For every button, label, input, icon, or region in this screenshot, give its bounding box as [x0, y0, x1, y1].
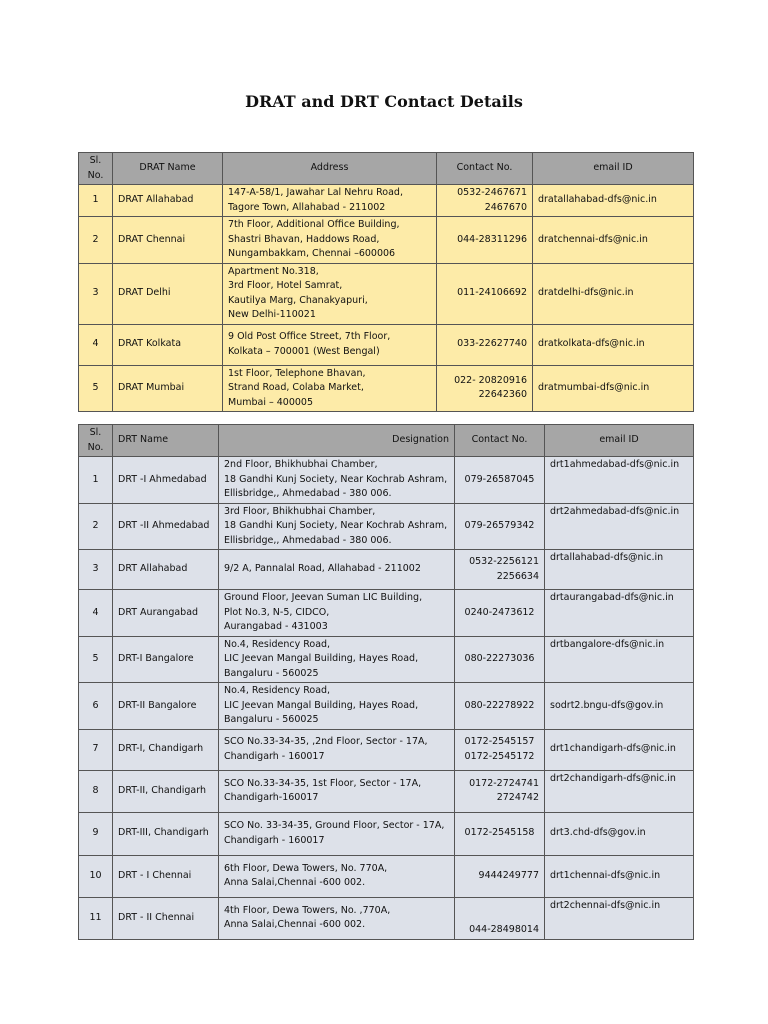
address-cell: 6th Floor, Dewa Towers, No. 770A, Anna Salai,Chennai -600 002.	[219, 855, 455, 897]
column-header-email-id: email ID	[545, 425, 694, 457]
email-cell: drt2chandigarh-dfs@nic.in	[545, 770, 694, 812]
address-cell: 147-A-58/1, Jawahar Lal Nehru Road, Tagore Town, Allahabad - 211002	[223, 185, 437, 217]
sl-no-cell: 3	[79, 263, 113, 324]
address-cell: Apartment No.318, 3rd Floor, Hotel Samrat, Kautilya Marg, Chanakyapuri, New Delhi-110021	[223, 263, 437, 324]
contact-cell: 0240-2473612	[455, 590, 545, 637]
address-cell: 9/2 A, Pannalal Road, Allahabad - 211002	[219, 550, 455, 590]
table-row	[79, 636, 694, 683]
table-row	[79, 729, 694, 770]
table-row	[79, 324, 694, 365]
table-row	[79, 503, 694, 550]
sl-no-cell: 10	[79, 855, 113, 897]
contact-cell: 044-28311296	[437, 217, 533, 264]
sl-no-cell: 7	[79, 729, 113, 770]
table-row	[79, 217, 694, 264]
contact-cell: 080-22278922	[455, 683, 545, 730]
sl-no-cell: 5	[79, 365, 113, 412]
address-cell: 3rd Floor, Bhikhubhai Chamber, 18 Gandhi Kunj Society, Near Kochrab Ashram, Ellisbridge,, Ahmedabad - 380 006.	[219, 503, 455, 550]
contact-cell: 9444249777	[455, 855, 545, 897]
address-cell: Ground Floor, Jeevan Suman LIC Building, Plot No.3, N-5, CIDCO, Aurangabad - 431003	[219, 590, 455, 637]
table-row	[79, 897, 694, 939]
name-cell: DRAT Kolkata	[113, 324, 223, 365]
column-header-drt-name: DRT Name	[113, 425, 219, 457]
column-header-contact-no: Contact No.	[455, 425, 545, 457]
contact-cell: 079-26587045	[455, 457, 545, 504]
email-cell: drt2chennai-dfs@nic.in	[545, 897, 694, 939]
email-cell: drt1chandigarh-dfs@nic.in	[545, 729, 694, 770]
address-cell: 1st Floor, Telephone Bhavan, Strand Road, Colaba Market, Mumbai – 400005	[223, 365, 437, 412]
sl-no-cell: 1	[79, 185, 113, 217]
email-cell: drtbangalore-dfs@nic.in	[545, 636, 694, 683]
drat-contact-table	[78, 152, 694, 412]
contact-cell: 011-24106692	[437, 263, 533, 324]
email-cell: sodrt2.bngu-dfs@gov.in	[545, 683, 694, 730]
name-cell: DRT-I, Chandigarh	[113, 729, 219, 770]
contact-cell: 0532-2256121 2256634	[455, 550, 545, 590]
table-row	[79, 590, 694, 637]
table-row	[79, 550, 694, 590]
drt-contact-table	[78, 424, 694, 940]
email-cell: dratmumbai-dfs@nic.in	[533, 365, 694, 412]
contact-cell: 033-22627740	[437, 324, 533, 365]
address-cell: 9 Old Post Office Street, 7th Floor, Kolkata – 700001 (West Bengal)	[223, 324, 437, 365]
email-cell: dratdelhi-dfs@nic.in	[533, 263, 694, 324]
contact-cell: 0172-2545158	[455, 812, 545, 855]
email-cell: drt1chennai-dfs@nic.in	[545, 855, 694, 897]
email-cell: drtallahabad-dfs@nic.in	[545, 550, 694, 590]
address-cell: SCO No.33-34-35, ,2nd Floor, Sector - 17A, Chandigarh - 160017	[219, 729, 455, 770]
column-header-sl-no: Sl. No.	[79, 153, 113, 185]
name-cell: DRAT Chennai	[113, 217, 223, 264]
name-cell: DRT -I Ahmedabad	[113, 457, 219, 504]
table-header-row	[79, 425, 694, 457]
name-cell: DRT-II Bangalore	[113, 683, 219, 730]
address-cell: SCO No. 33-34-35, Ground Floor, Sector - 17A, Chandigarh - 160017	[219, 812, 455, 855]
name-cell: DRT - I Chennai	[113, 855, 219, 897]
sl-no-cell: 2	[79, 217, 113, 264]
sl-no-cell: 6	[79, 683, 113, 730]
table-row	[79, 263, 694, 324]
name-cell: DRAT Allahabad	[113, 185, 223, 217]
table-row	[79, 855, 694, 897]
table-row	[79, 770, 694, 812]
contact-cell: 079-26579342	[455, 503, 545, 550]
column-header-designation: Designation	[219, 425, 455, 457]
name-cell: DRAT Mumbai	[113, 365, 223, 412]
contact-cell: 022- 20820916 22642360	[437, 365, 533, 412]
sl-no-cell: 5	[79, 636, 113, 683]
email-cell: drtaurangabad-dfs@nic.in	[545, 590, 694, 637]
column-header-sl-no: Sl. No.	[79, 425, 113, 457]
table-row	[79, 185, 694, 217]
contact-cell: 0172-2724741 2724742	[455, 770, 545, 812]
address-cell: No.4, Residency Road, LIC Jeevan Mangal Building, Hayes Road, Bangaluru - 560025	[219, 636, 455, 683]
email-cell: drt1ahmedabad-dfs@nic.in	[545, 457, 694, 504]
address-cell: No.4, Residency Road, LIC Jeevan Mangal Building, Hayes Road, Bangaluru - 560025	[219, 683, 455, 730]
email-cell: dratallahabad-dfs@nic.in	[533, 185, 694, 217]
sl-no-cell: 3	[79, 550, 113, 590]
email-cell: drt3.chd-dfs@gov.in	[545, 812, 694, 855]
name-cell: DRT-III, Chandigarh	[113, 812, 219, 855]
contact-cell: 080-22273036	[455, 636, 545, 683]
email-cell: dratkolkata-dfs@nic.in	[533, 324, 694, 365]
sl-no-cell: 4	[79, 324, 113, 365]
table-row	[79, 812, 694, 855]
page-title: DRAT and DRT Contact Details	[245, 92, 523, 111]
table-row	[79, 365, 694, 412]
column-header-address: Address	[223, 153, 437, 185]
email-cell: dratchennai-dfs@nic.in	[533, 217, 694, 264]
address-cell: 7th Floor, Additional Office Building, Shastri Bhavan, Haddows Road, Nungambakkam, Chennai –600006	[223, 217, 437, 264]
contact-cell: 0172-2545157 0172-2545172	[455, 729, 545, 770]
name-cell: DRT -II Ahmedabad	[113, 503, 219, 550]
column-header-drat-name: DRAT Name	[113, 153, 223, 185]
name-cell: DRT-II, Chandigarh	[113, 770, 219, 812]
name-cell: DRT Aurangabad	[113, 590, 219, 637]
sl-no-cell: 9	[79, 812, 113, 855]
contact-cell: 0532-2467671 2467670	[437, 185, 533, 217]
address-cell: 2nd Floor, Bhikhubhai Chamber, 18 Gandhi Kunj Society, Near Kochrab Ashram, Ellisbridge,, Ahmedabad - 380 006.	[219, 457, 455, 504]
column-header-contact-no: Contact No.	[437, 153, 533, 185]
sl-no-cell: 8	[79, 770, 113, 812]
name-cell: DRT-I Bangalore	[113, 636, 219, 683]
contact-cell: 044-28498014	[455, 897, 545, 939]
name-cell: DRAT Delhi	[113, 263, 223, 324]
sl-no-cell: 1	[79, 457, 113, 504]
sl-no-cell: 2	[79, 503, 113, 550]
email-cell: drt2ahmedabad-dfs@nic.in	[545, 503, 694, 550]
address-cell: 4th Floor, Dewa Towers, No. ,770A, Anna Salai,Chennai -600 002.	[219, 897, 455, 939]
table-header-row	[79, 153, 694, 185]
column-header-email-id: email ID	[533, 153, 694, 185]
name-cell: DRT - II Chennai	[113, 897, 219, 939]
table-row	[79, 457, 694, 504]
sl-no-cell: 4	[79, 590, 113, 637]
table-row	[79, 683, 694, 730]
name-cell: DRT Allahabad	[113, 550, 219, 590]
address-cell: SCO No.33-34-35, 1st Floor, Sector - 17A, Chandigarh-160017	[219, 770, 455, 812]
sl-no-cell: 11	[79, 897, 113, 939]
